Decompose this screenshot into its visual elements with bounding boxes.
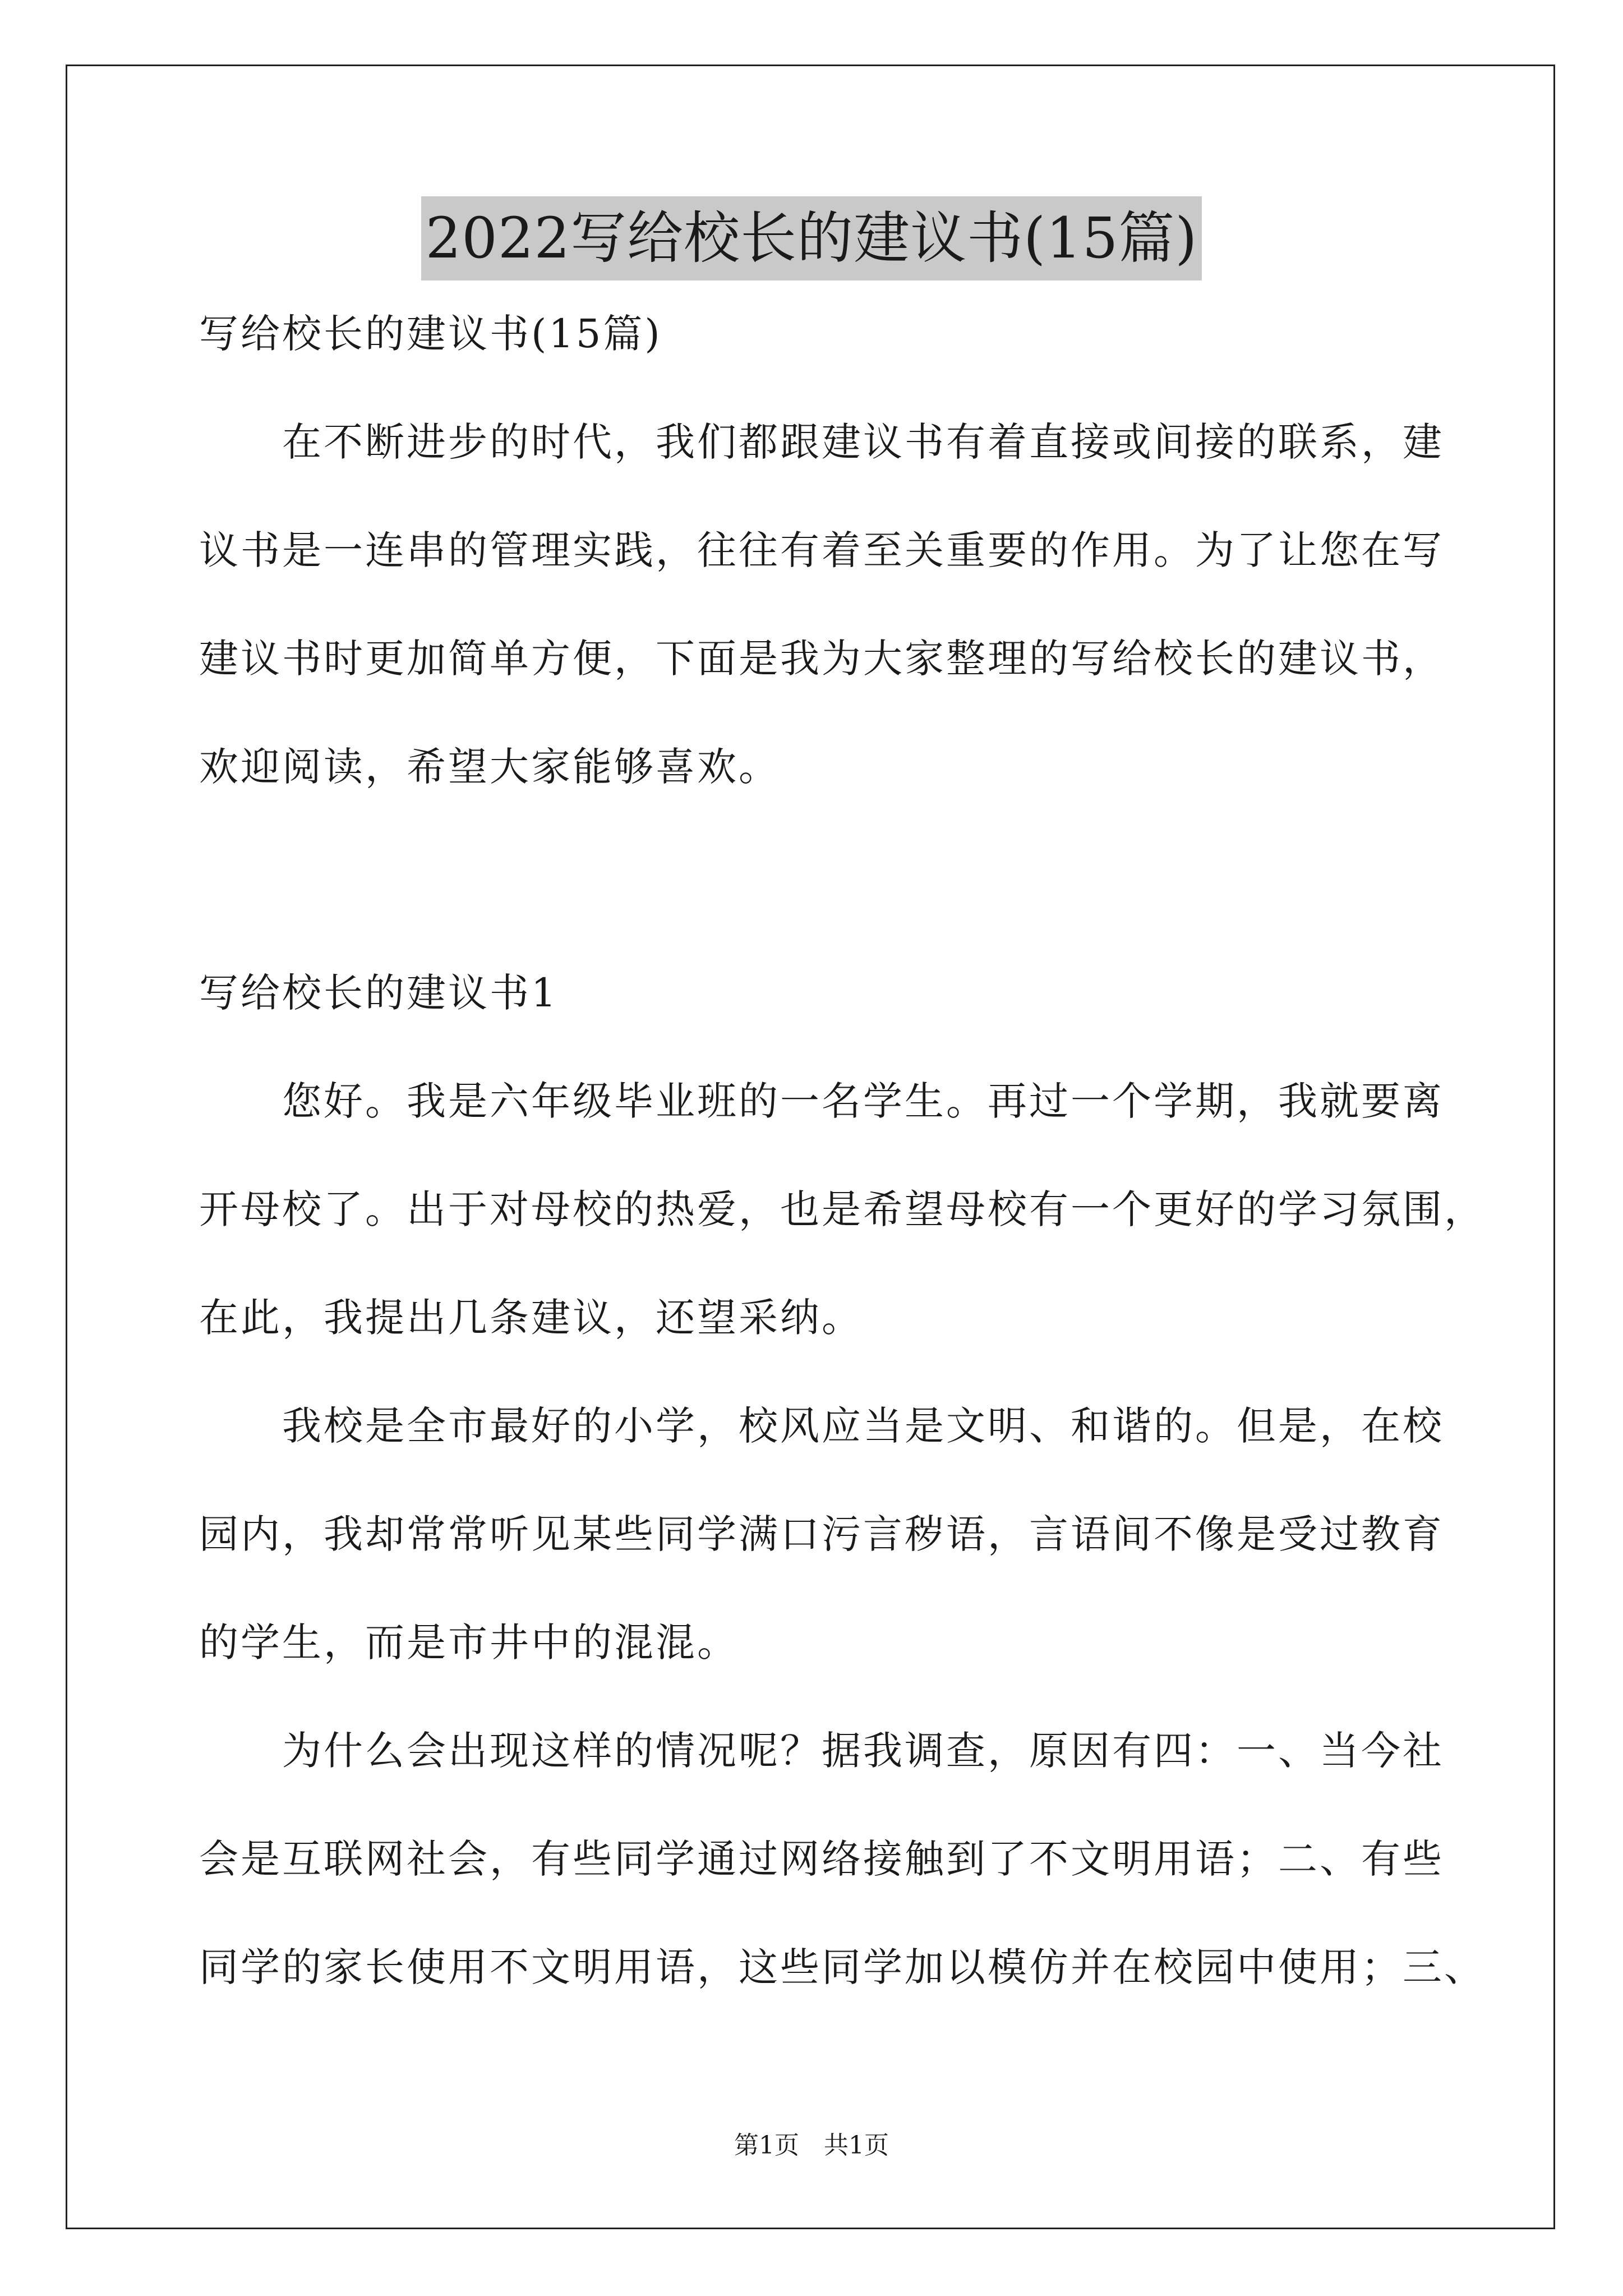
paragraph-line: 会是互联网社会，有些同学通过网络接触到了不文明用语；二、有些 [199,1836,1444,1882]
document-body [199,306,1486,2047]
section-gap [199,847,1467,965]
paragraph-line: 您好。我是六年级毕业班的一名学生。再过一个学期，我就要离 [282,1078,1444,1124]
intro-line: 在不断进步的时代，我们都跟建议书有着直接或间接的联系，建 [282,419,1444,465]
paragraph-line: 我校是全市最好的小学，校风应当是文明、和谐的。但是，在校 [282,1403,1444,1449]
paragraph-line: 在此，我提出几条建议，还望采纳。 [199,1295,863,1341]
paragraph-line: 同学的家长使用不文明用语，这些同学加以模仿并在校园中使用；三、 [199,1944,1486,1990]
paragraph-line: 园内，我却常常听见某些同学满口污言秽语，言语间不像是受过教育 [199,1511,1444,1557]
subtitle: 写给校长的建议书(15篇) [199,311,662,357]
intro-line: 欢迎阅读，希望大家能够喜欢。 [199,744,780,790]
intro-line: 建议书时更加简单方便，下面是我为大家整理的写给校长的建议书， [199,636,1444,682]
page-number: 第1页 共1页 [734,2131,889,2160]
page-footer [0,2129,1623,2162]
paragraph-line: 的学生，而是市井中的混混。 [199,1619,739,1665]
paragraph-line: 为什么会出现这样的情况呢？据我调查，原因有四：一、当今社 [282,1728,1444,1774]
paragraph-line: 开母校了。出于对母校的热爱，也是希望母校有一个更好的学习氛围， [199,1186,1486,1232]
title-container [0,196,1623,280]
section-heading: 写给校长的建议书1 [199,970,559,1016]
intro-line: 议书是一连串的管理实践，往往有着至关重要的作用。为了让您在写 [199,527,1444,573]
document-title: 2022写给校长的建议书(15篇) [421,196,1202,280]
